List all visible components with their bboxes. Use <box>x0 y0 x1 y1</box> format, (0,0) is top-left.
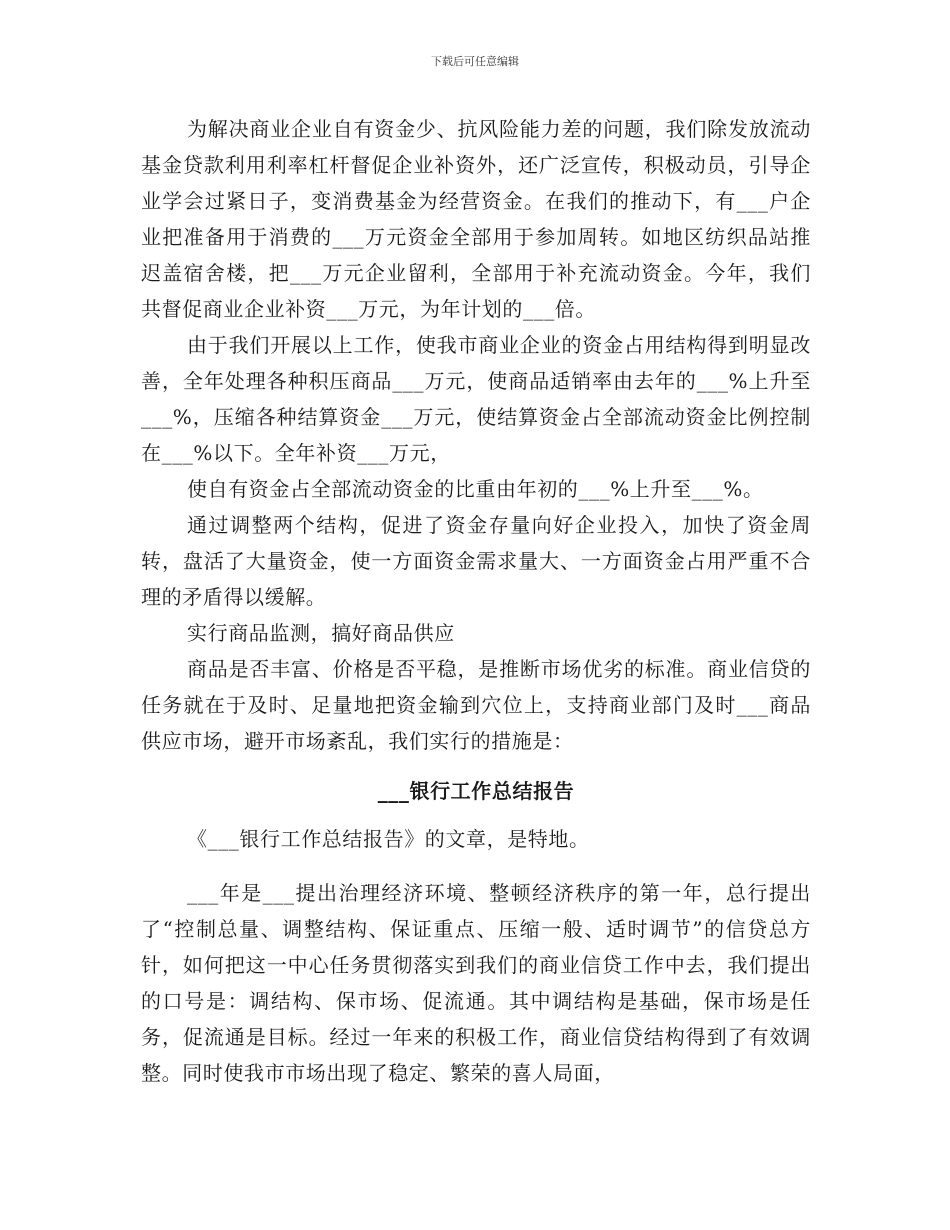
paragraph-annual-overview: ___年是___提出治理经济环境、整顿经济秩序的第一年，总行提出了“控制总量、调整结构、保证重点、压缩一般、适时调节”的信贷总方针，如何把这一中心任务贯彻落实到我们的商业信贷工作中去，我们提出的口号是：调结构、保市场、促流通。其中调结构是基础，保市场是任务，促流通是目标。经过一年来的积极工作，商业信贷结构得到了有效调整。同时使我市市场出现了稳定、繁荣的喜人局面， <box>141 881 811 1085</box>
document-body <box>141 111 811 1091</box>
paragraph-structure-improvement: 由于我们开展以上工作，使我市商业企业的资金占用结构得到明显改善，全年处理各种积压商品___万元，使商品适销率由去年的___%上升至___%，压缩各种结算资金___万元，使结算资金占全部流动资金比例控制在___%以下。全年补资___万元， <box>141 333 811 465</box>
report-intro: 《___银行工作总结报告》的文章，是特地。 <box>187 827 590 851</box>
paragraph-market-supply: 商品是否丰富、价格是否平稳，是推断市场优劣的标准。商业信贷的任务就在于及时、足量地把资金输到穴位上，支持商业部门及时___商品供应市场，避开市场紊乱，我们实行的措施是： <box>141 657 811 753</box>
section-heading-monitoring: 实行商品监测，搞好商品供应 <box>187 621 455 645</box>
paragraph-own-capital-ratio: 使自有资金占全部流动资金的比重由年初的___%上升至___%。 <box>187 477 764 501</box>
paragraph-structure-adjustment: 通过调整两个结构，促进了资金存量向好企业投入，加快了资金周转，盘活了大量资金，使一方面资金需求量大、一方面资金占用严重不合理的矛盾得以缓解。 <box>141 513 811 609</box>
report-title: ___银行工作总结报告 <box>377 779 575 803</box>
paragraph-capital-supplement: 为解决商业企业自有资金少、抗风险能力差的问题，我们除发放流动基金贷款利用利率杠杆督促企业补资外，还广泛宣传，积极动员，引导企业学会过紧日子，变消费基金为经营资金。在我们的推动下，有___户企业把准备用于消费的___万元资金全部用于参加周转。如地区纺织品站推迟盖宿舍楼，把___万元企业留利，全部用于补充流动资金。今年，我们共督促商业企业补资___万元，为年计划的___倍。 <box>141 117 811 321</box>
page-header: 下载后可任意编辑 <box>431 55 519 68</box>
